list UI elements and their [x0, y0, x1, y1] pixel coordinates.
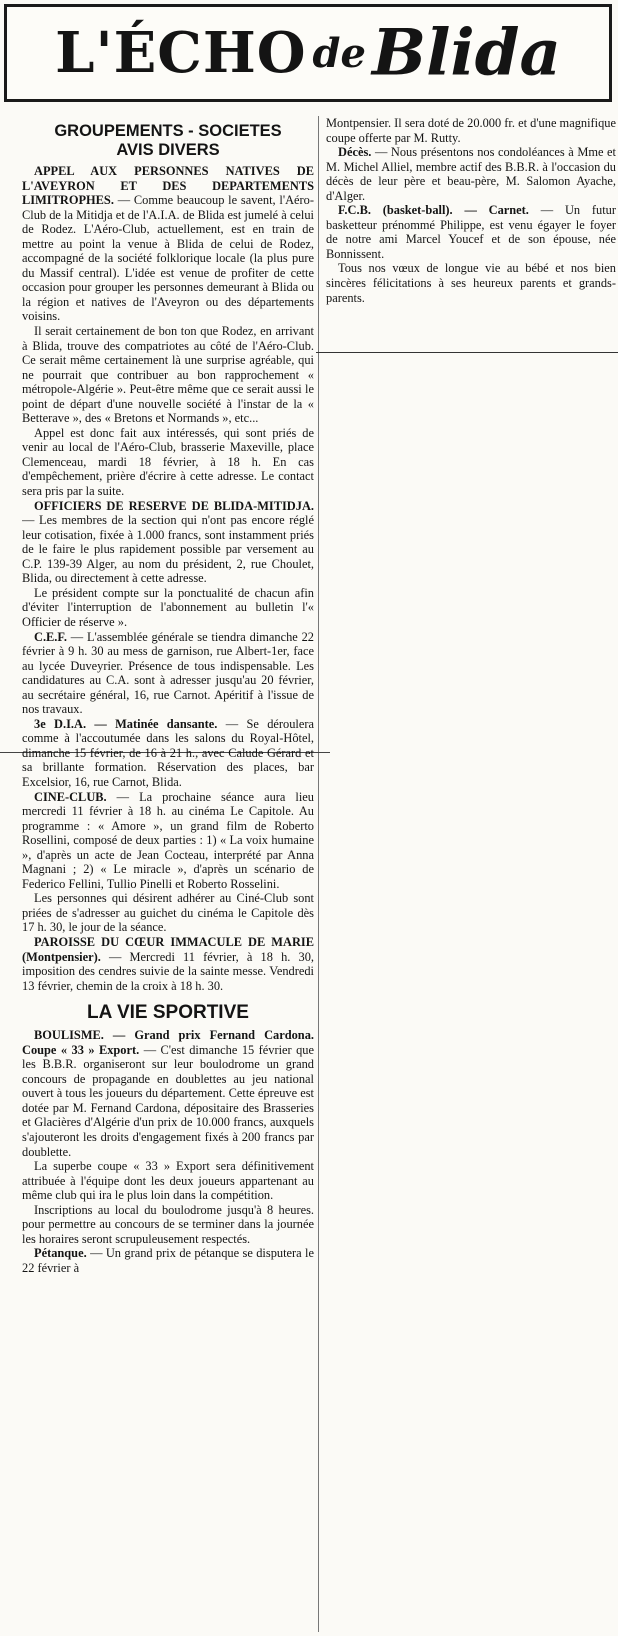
article-officiers-title: OFFICIERS DE RESERVE DE BLIDA-MITIDJA. [34, 498, 314, 513]
masthead-title-blida: Blida [371, 15, 561, 91]
article-fcb-p2: Tous nos vœux de longue vie au bébé et nos bien sincères félicitations à ses heureux parents et grands-parents. [326, 261, 616, 305]
article-officiers [22, 499, 314, 586]
article-paroisse-title: PAROISSE DU CŒUR IMMACULE DE MARIE (Montpensier). [22, 934, 314, 964]
article-dia-body: — Se déroulera comme à l'accoutumée dans les salons du Royal-Hôtel, dimanche 15 février, de 16 à 21 h., avec Calude Gérard et sa brillante formation. Réservation des places, bar Excelsior, 16, rue Carnot, Blida. [22, 716, 314, 789]
article-aveyron-body: — Comme beaucoup le savent, l'Aéro-Club de la Mitidja et de l'A.I.A. de Blida est jumelé à celui de Rodez. L'Aéro-Club, actuellement, est en train de mettre au point la venue à Blida de celui de Rodez, accompagné de la société folklorique locale (la plus pure du Massif central). L'idée est venue de profiter de cette occasion pour grouper les personnes demeurant à Blida ou la région et natives de l'Aveyron ou des départements voisins. [22, 193, 314, 324]
article-paroisse [22, 935, 314, 993]
section-heading-groupements [22, 122, 314, 160]
article-deces-title: Décès. [338, 145, 372, 160]
article-cineclub-p2: Les personnes qui désirent adhérer au Ciné-Club sont priées de s'adresser au guichet du cinéma le Capitole dès 17 h. 30, le jour de la séance. [22, 891, 314, 935]
article-fcb-title: F.C.B. (basket-ball). — Carnet. [338, 203, 529, 218]
article-cineclub-title: CINE-CLUB. [34, 789, 107, 804]
right-column [326, 116, 616, 346]
article-deces-body: — Nous présentons nos condoléances à Mme et M. Michel Alliel, membre actif des B.B.R. à l'occasion du décès de leur père et beau-père, M. Salomon Ayache, d'Alger. [326, 145, 616, 203]
right-column-end-rule [316, 352, 618, 353]
article-cef [22, 630, 314, 717]
masthead-title-de: de [312, 29, 366, 77]
left-column [22, 116, 314, 1632]
article-officiers-p2: Le président compte sur la ponctualité de chacun afin d'éviter l'interruption de l'abonnement au bulletin l'« Officier de réserve ». [22, 585, 314, 629]
article-dia [22, 717, 314, 790]
article-petanque-body: — Un grand prix de pétanque se disputera le 22 février à [22, 1246, 314, 1275]
article-petanque-continuation: Montpensier. Il sera doté de 20.000 fr. et d'une magnifique coupe offerte par M. Rutty. [326, 116, 616, 145]
article-cineclub [22, 790, 314, 892]
masthead-title-echo: L'ÉCHO [55, 20, 307, 86]
article-paroisse-body: — Mercredi 11 février, à 18 h. 30, imposition des cendres suivie de la sainte messe. Vendredi 13 février, chemin de la croix à 18 h. 30. [22, 949, 314, 993]
article-aveyron [22, 164, 314, 324]
article-cef-title: C.E.F. [34, 629, 67, 644]
article-aveyron-p3: Appel est donc fait aux intéressés, qui sont priés de venir au local de l'Aéro-Club, brasserie Maxeville, place Clemenceau, mardi 18 février, à 18 h. En cas d'empêchement, prière d'écrire à cette adresse. Le contact sera pris par la suite. [22, 425, 314, 499]
article-deces [326, 145, 616, 203]
masthead [4, 4, 612, 102]
article-fcb [326, 203, 616, 261]
section-heading-sport: LA VIE SPORTIVE [87, 1002, 249, 1024]
article-fcb-body: — Un futur basketteur prénommé Philippe, est venu égayer le foyer de notre ami Marcel Youcef et de son épouse, née Bonnissent. [326, 203, 616, 261]
article-cineclub-body: — La prochaine séance aura lieu mercredi 11 février à 18 h. au cinéma Le Capitole. Au programme : « Amore », un grand film de Roberto Rosellini, composé de deux parties : 1) « La voix humaine », d'après un acte de Jean Cocteau, interprété par Anna Magnani ; 2) « Le miracle », d'après un scénario de Federico Fellini, Tullio Pinelli et Roberto Rosselini. [22, 789, 314, 891]
article-petanque [22, 1246, 314, 1275]
article-boulisme-p3: Inscriptions au local du boulodrome jusqu'à 8 heures. pour permettre au concours de se terminer dans la journée les horaires seront scrupuleusement respectés. [22, 1202, 314, 1246]
article-boulisme-body: — C'est dimanche 15 février que les B.B.R. organiseront sur leur boulodrome un grand concours de propagande en doublettes au jeu national ouvert à tous les joueurs du département. Cette épreuve est dotée par M. Fernand Cardona, dépositaire des Brasseries et Glacières d'Algérie d'un prix de 10.000 francs, auxquels s'ajouteront les droits d'engagement fixés à 200 francs par doublette. [22, 1042, 314, 1159]
section-heading-line1: GROUPEMENTS - SOCIETES [54, 122, 282, 140]
section-heading-line2: AVIS DIVERS [116, 141, 220, 159]
article-boulisme-p2: La superbe coupe « 33 » Export sera définitivement attribuée à l'équipe dont les deux joueurs appartenant au même club qui ira le plus loin dans la compétition. [22, 1159, 314, 1203]
column-divider [318, 116, 319, 1632]
article-aveyron-title: APPEL AUX PERSONNES NATIVES DE L'AVEYRON ET DES DEPARTEMENTS LIMITROPHES. [22, 164, 314, 208]
article-dia-title: 3e D.I.A. — Matinée dansante. [34, 716, 218, 731]
article-cef-body: — L'assemblée générale se tiendra dimanche 22 février à 9 h. 30 au mess de garnison, rue Albert-1er, face au lycée Duveyrier. Présence de tous indispensable. Les candidatures au C.A. sont à adresser jusqu'au 20 février, au secrétaire général, 16, rue Carnot. Apéritif à l'issue de nos travaux. [22, 629, 314, 717]
article-officiers-body: — Les membres de la section qui n'ont pas encore réglé leur cotisation, fixée à 1.000 francs, sont instamment priés de le faire le plus rapidement possible par versement au C.P. 139-39 Alger, au nom du président, 2, rue Choulet, Blida, ou directement à cette adresse. [22, 513, 314, 586]
article-aveyron-p2: Il serait certainement de bon ton que Rodez, en arrivant à Blida, trouve des compatriotes au côté de l'Aéro-Club. Ce serait même certainement là une surprise agréable, qui ne pourrait que contribuer au bon rapprochement « métropole-Algérie ». Peut-être même que ce serait aussi le point de départ d'une nouvelle société à l'instar de la « Betterave », des « Bretons et Normands », etc... [22, 324, 314, 426]
article-boulisme [22, 1028, 314, 1159]
article-petanque-title: Pétanque. [34, 1246, 87, 1261]
article-boulisme-title: BOULISME. — Grand prix Fernand Cardona. Coupe « 33 » Export. [22, 1028, 314, 1057]
